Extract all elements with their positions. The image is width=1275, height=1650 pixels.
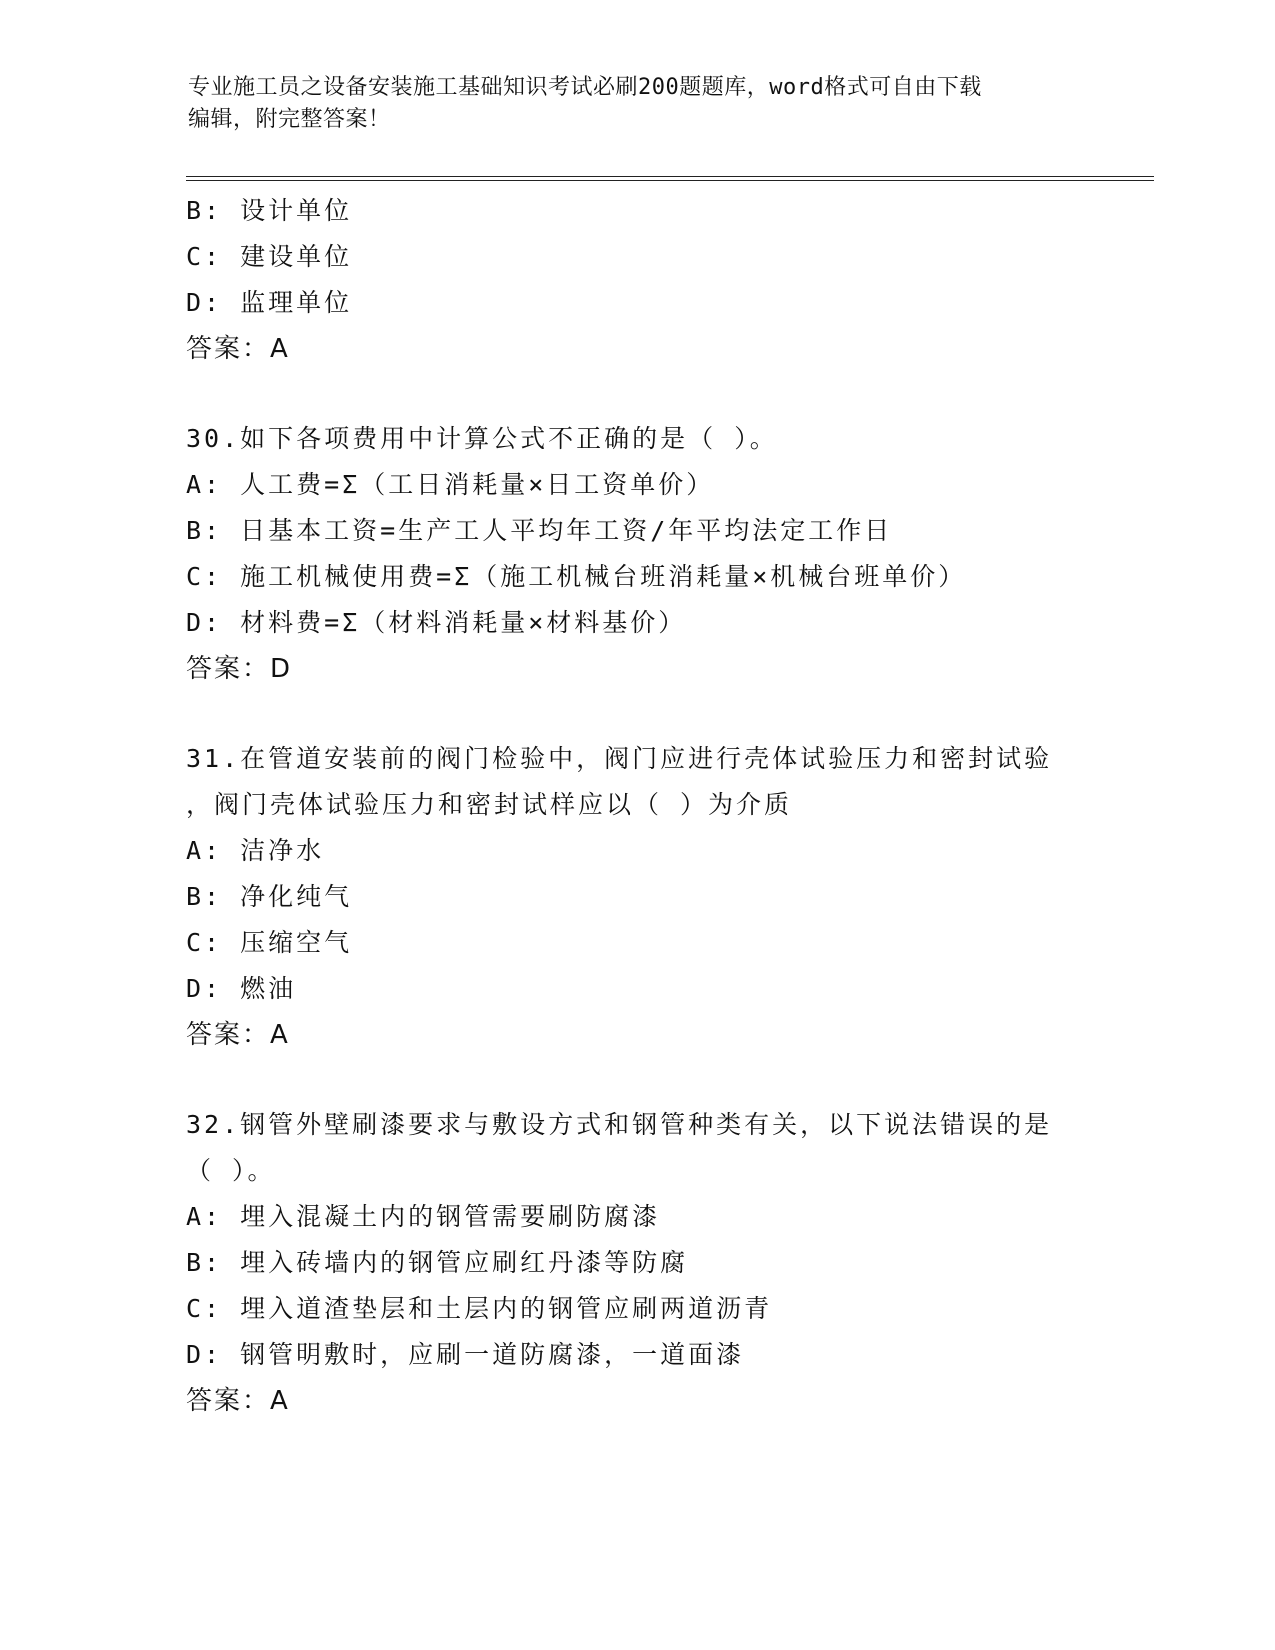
question-stem-line-1: 32.钢管外壁刷漆要求与敷设方式和钢管种类有关，以下说法错误的是 <box>186 1110 1053 1139</box>
option-d: D: 燃油 <box>186 974 297 1003</box>
option-c: C: 建设单位 <box>186 242 353 271</box>
header-title-line-1: 专业施工员之设备安装施工基础知识考试必刷200题题库，word格式可自由下载 <box>188 75 982 100</box>
option-d: D: 监理单位 <box>186 288 353 317</box>
option-c: C: 施工机械使用费=Σ（施工机械台班消耗量×机械台班单价） <box>186 562 967 591</box>
option-d: D: 材料费=Σ（材料消耗量×材料基价） <box>186 608 687 637</box>
question-32-block <box>186 1102 1086 1424</box>
answer-label: 答案：D <box>186 654 293 684</box>
option-c: C: 埋入道渣垫层和土层内的钢管应刷两道沥青 <box>186 1294 773 1323</box>
question-content <box>186 188 1086 1424</box>
header-divider <box>186 176 1154 181</box>
answer-label: 答案：A <box>186 334 290 364</box>
answer-label: 答案：A <box>186 1386 290 1416</box>
answer-label: 答案：A <box>186 1020 290 1050</box>
spacer <box>186 372 1086 416</box>
option-a: A: 洁净水 <box>186 836 325 865</box>
question-29-block <box>186 188 1086 372</box>
spacer <box>186 1058 1086 1102</box>
question-31-block <box>186 736 1086 1058</box>
option-b: B: 日基本工资=生产工人平均年工资/年平均法定工作日 <box>186 516 893 545</box>
question-stem-line-2: ，阀门壳体试验压力和密封试样应以（ ）为介质 <box>186 790 793 819</box>
spacer <box>186 692 1086 736</box>
question-stem: 30.如下各项费用中计算公式不正确的是（ ）。 <box>186 424 778 453</box>
option-b: B: 净化纯气 <box>186 882 353 911</box>
question-stem-line-2: （ ）。 <box>186 1156 276 1185</box>
document-header <box>188 72 1068 136</box>
option-c: C: 压缩空气 <box>186 928 353 957</box>
question-30-block <box>186 416 1086 692</box>
option-a: A: 人工费=Σ（工日消耗量×日工资单价） <box>186 470 715 499</box>
option-b: B: 设计单位 <box>186 196 353 225</box>
option-d: D: 钢管明敷时，应刷一道防腐漆，一道面漆 <box>186 1340 745 1369</box>
question-stem-line-1: 31.在管道安装前的阀门检验中，阀门应进行壳体试验压力和密封试验 <box>186 744 1053 773</box>
header-title-line-2: 编辑，附完整答案！ <box>188 107 391 132</box>
option-b: B: 埋入砖墙内的钢管应刷红丹漆等防腐 <box>186 1248 689 1277</box>
option-a: A: 埋入混凝土内的钢管需要刷防腐漆 <box>186 1202 661 1231</box>
